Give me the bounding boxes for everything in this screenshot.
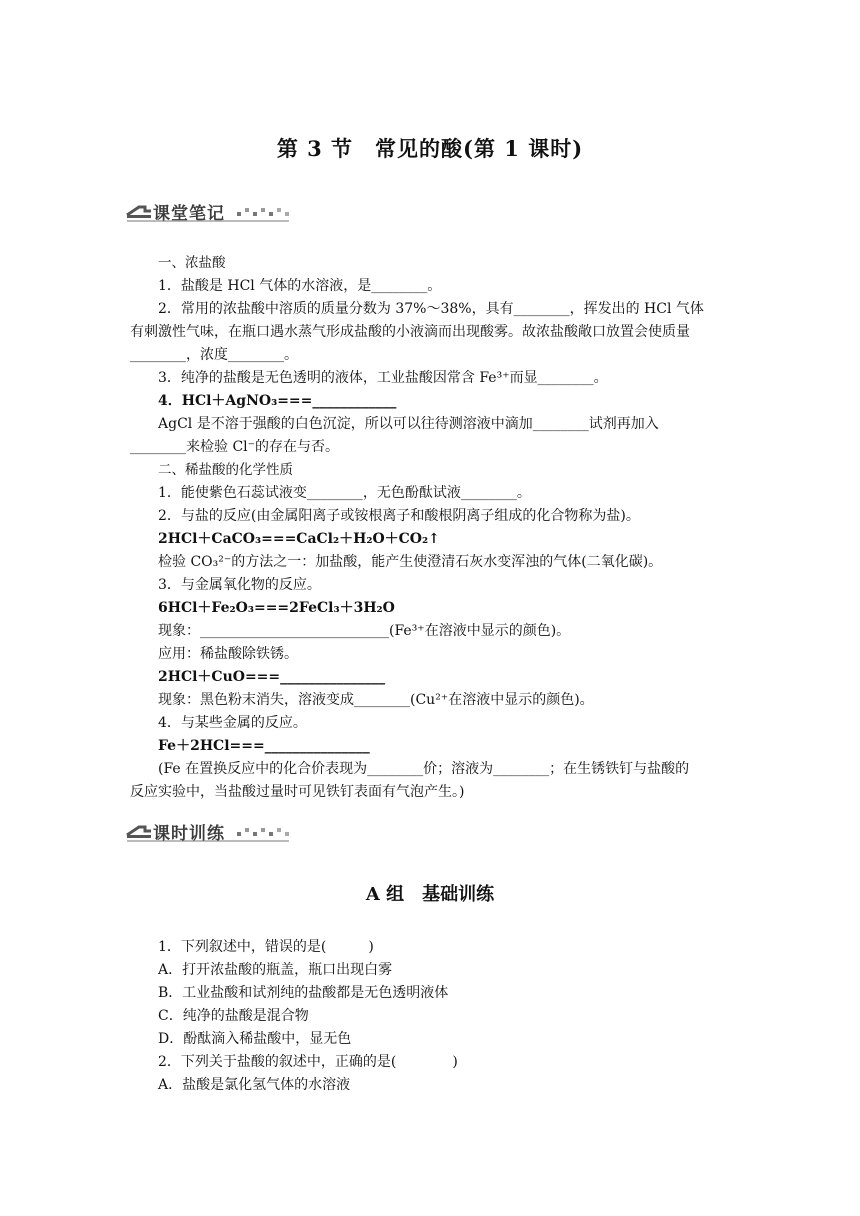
note-line-s4: 4．与某些金属的反应。 (158, 715, 307, 731)
note-line-s4n2: 反应实验中，当盐酸过量时可见铁钉表面有气泡产生。) (130, 784, 465, 800)
note-line-s4n1: (Fe 在置换反应中的化合价表现为________价；溶液为________；在生锈铁钉与盐酸的 (158, 761, 690, 777)
training-banner (125, 818, 295, 844)
note-line-s2: 2．与盐的反应(由金属阳离子或铵根离子和酸根阴离子组成的化合物称为盐)。 (158, 508, 640, 524)
note-line-s3p: 现象：___________________________(Fe³⁺在溶液中显示的颜色)。 (158, 623, 571, 639)
heading-dilute-hcl: 二、稀盐酸的化学性质 (158, 462, 293, 478)
note-line-2b: 有刺激性气味，在瓶口遇水蒸气形成盐酸的小液滴而出现酸雾。故浓盐酸敞口放置会使质量 (130, 324, 690, 340)
page-title: 第 3 节 常见的酸(第 1 课时) (276, 136, 584, 161)
note-line-1: 1．盐酸是 HCl 气体的水溶液，是________。 (158, 278, 442, 294)
note-line-4a: AgCl 是不溶于强酸的白色沉淀，所以可以往待测溶液中滴加________试剂再加入 (158, 416, 659, 432)
equation-hcl-caco3: 2HCl＋CaCO₃===CaCl₂＋H₂O＋CO₂↑ (158, 531, 440, 547)
note-line-3: 3．纯净的盐酸是无色透明的液体，工业盐酸因常含 Fe³⁺而显________。 (158, 370, 608, 386)
question-1-option-b: B．工业盐酸和试剂纯的盐酸都是无色透明液体 (158, 985, 449, 1001)
question-2: 2．下列关于盐酸的叙述中，正确的是( ) (158, 1054, 458, 1070)
heading-concentrated-hcl: 一、浓盐酸 (158, 255, 226, 271)
question-1: 1．下列叙述中，错误的是( ) (158, 939, 374, 955)
question-1-option-c: C．纯净的盐酸是混合物 (158, 1008, 309, 1024)
notes-banner (125, 198, 295, 224)
section-title: A 组 基础训练 (365, 884, 495, 905)
note-line-s3p2: 现象：黑色粉末消失，溶液变成________(Cu²⁺在溶液中显示的颜色)。 (158, 692, 594, 708)
note-line-2c: ________，浓度________。 (130, 347, 298, 363)
equation-hcl-agno3: 4．HCl＋AgNO₃===____________ (158, 393, 397, 409)
question-2-option-a: A．盐酸是氯化氢气体的水溶液 (158, 1077, 351, 1093)
note-line-s3: 3．与金属氧化物的反应。 (158, 577, 321, 593)
note-line-4b: ________来检验 Cl⁻的存在与否。 (130, 439, 340, 455)
question-1-option-d: D．酚酞滴入稀盐酸中，显无色 (158, 1031, 352, 1047)
question-1-option-a: A．打开浓盐酸的瓶盖，瓶口出现白雾 (158, 962, 393, 978)
equation-hcl-fe2o3: 6HCl＋Fe₂O₃===2FeCl₃＋3H₂O (158, 600, 395, 616)
note-line-s1: 1．能使紫色石蕊试液变________，无色酚酞试液________。 (158, 485, 531, 501)
notes-banner-label: 课堂笔记 (153, 204, 225, 224)
equation-fe-hcl: Fe＋2HCl===_______________ (158, 738, 370, 754)
note-line-2a: 2．常用的浓盐酸中溶质的质量分数为 37%～38%，具有________，挥发出的 HCl 气体 (158, 301, 704, 317)
equation-hcl-cuo: 2HCl＋CuO===_______________ (158, 669, 386, 685)
note-line-s3a: 应用：稀盐酸除铁锈。 (158, 646, 298, 662)
note-line-s2t: 检验 CO₃²⁻的方法之一：加盐酸，能产生使澄清石灰水变浑浊的气体(二氧化碳)。 (158, 554, 663, 570)
training-banner-label: 课时训练 (153, 824, 225, 844)
